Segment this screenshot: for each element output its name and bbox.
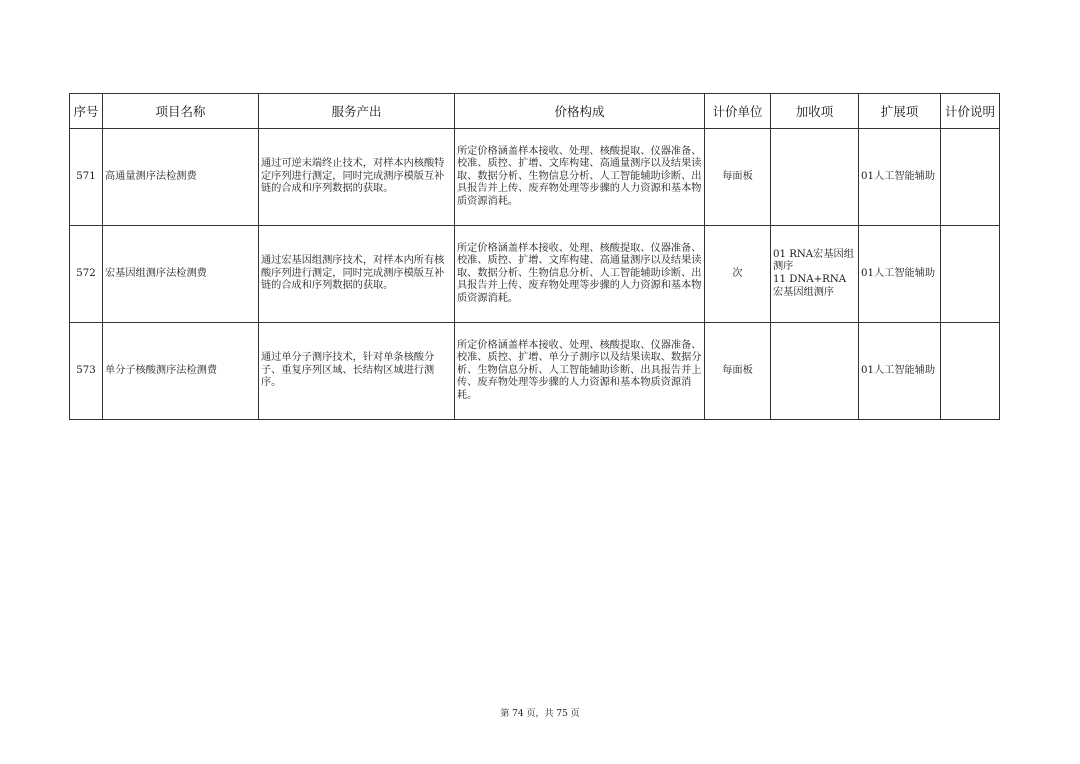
row-name: 单分子核酸测序法检测费: [103, 323, 259, 420]
row-surcharge: [771, 129, 859, 226]
row-price: 所定价格涵盖样本接收、处理、核酸提取、仪器准备、校准、质控、扩增、文库构建、高通量测序以及结果读取、数据分析、生物信息分析、人工智能辅助诊断、出具报告并上传、废弃物处理等步骤的人力资源和基本物质资源消耗。: [455, 226, 705, 323]
row-extension: 01人工智能辅助: [859, 323, 941, 420]
row-note: [941, 323, 1000, 420]
table-row: [70, 226, 1000, 323]
row-no: 571: [70, 129, 103, 226]
row-output: 通过单分子测序技术，针对单条核酸分子、重复序列区域、长结构区域进行测序。: [259, 323, 455, 420]
header-no: 序号: [70, 94, 103, 129]
row-unit: 次: [705, 226, 771, 323]
row-no: 573: [70, 323, 103, 420]
row-no: 572: [70, 226, 103, 323]
header-unit: 计价单位: [705, 94, 771, 129]
header-price: 价格构成: [455, 94, 705, 129]
header-output: 服务产出: [259, 94, 455, 129]
header-surcharge: 加收项: [771, 94, 859, 129]
header-extension: 扩展项: [859, 94, 941, 129]
row-output: 通过宏基因组测序技术，对样本内所有核酸序列进行测定，同时完成测序模版互补链的合成和序列数据的获取。: [259, 226, 455, 323]
page-number: 第 74 页，共 75 页: [500, 709, 580, 719]
row-name: 宏基因组测序法检测费: [103, 226, 259, 323]
row-unit: 每面板: [705, 323, 771, 420]
row-unit: 每面板: [705, 129, 771, 226]
row-note: [941, 129, 1000, 226]
row-price: 所定价格涵盖样本接收、处理、核酸提取、仪器准备、校准、质控、扩增、文库构建、高通量测序以及结果读取、数据分析、生物信息分析、人工智能辅助诊断、出具报告并上传、废弃物处理等步骤的人力资源和基本物质资源消耗。: [455, 129, 705, 226]
table-row: [70, 323, 1000, 420]
table-header-row: [70, 94, 1000, 129]
row-price: 所定价格涵盖样本接收、处理、核酸提取、仪器准备、校准、质控、扩增、单分子测序以及结果读取、数据分析、生物信息分析、人工智能辅助诊断、出具报告并上传、废弃物处理等步骤的人力资源和基本物质资源消耗。: [455, 323, 705, 420]
header-note: 计价说明: [941, 94, 1000, 129]
row-extension: 01人工智能辅助: [859, 129, 941, 226]
table-row: [70, 129, 1000, 226]
header-name: 项目名称: [103, 94, 259, 129]
row-note: [941, 226, 1000, 323]
pricing-table: [69, 93, 1000, 420]
row-extension: 01人工智能辅助: [859, 226, 941, 323]
row-output: 通过可逆末端终止技术，对样本内核酸特定序列进行测定，同时完成测序模版互补链的合成和序列数据的获取。: [259, 129, 455, 226]
row-name: 高通量测序法检测费: [103, 129, 259, 226]
row-surcharge: 01 RNA宏基因组测序 11 DNA+RNA宏基因组测序: [771, 226, 859, 323]
row-surcharge: [771, 323, 859, 420]
